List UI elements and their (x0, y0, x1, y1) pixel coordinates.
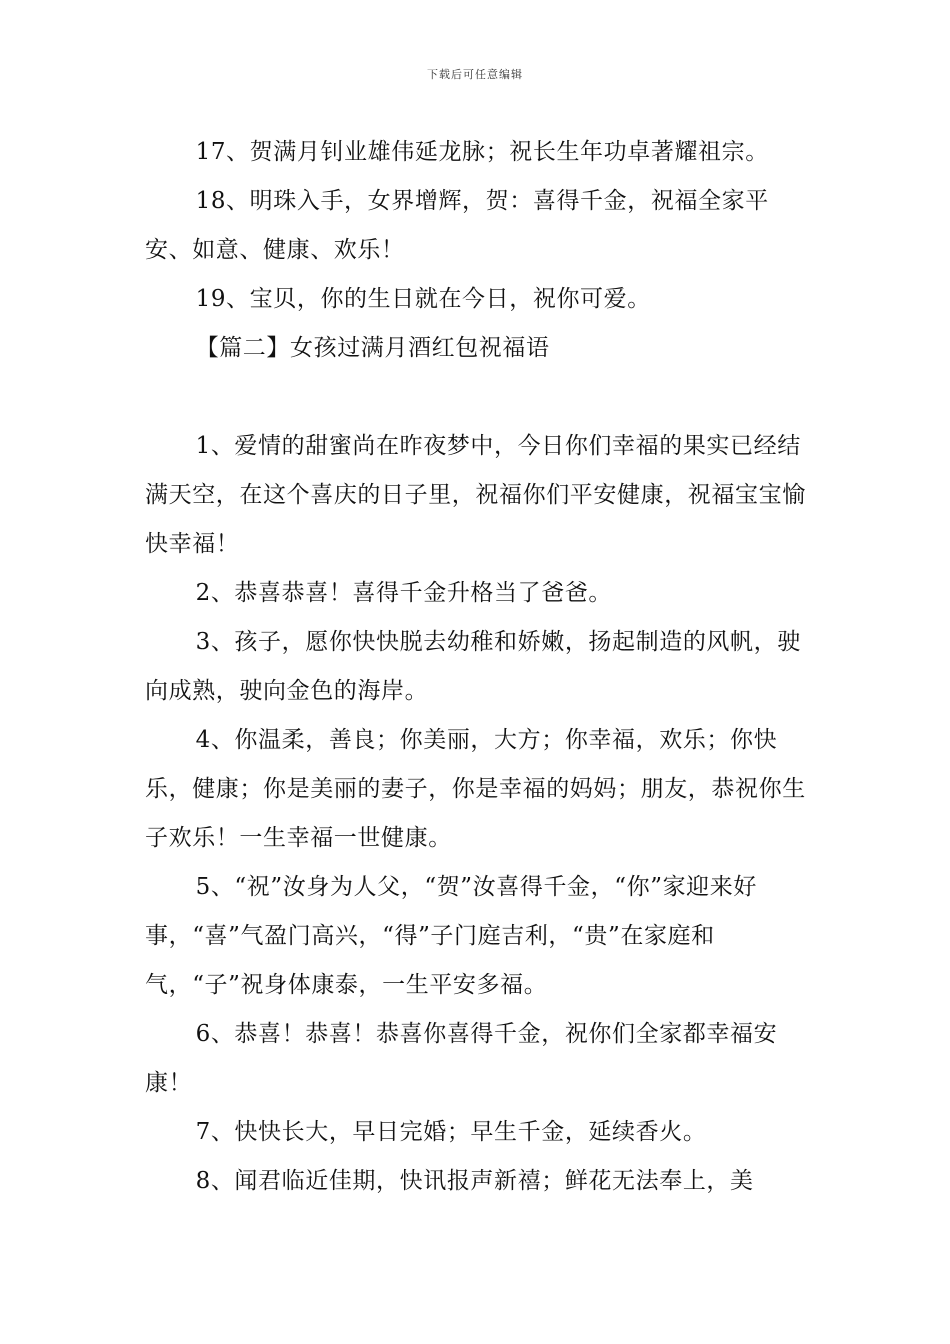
paragraph-18: 18、明珠入手，女界增辉，贺：喜得千金，祝福全家平安、如意、健康、欢乐！ (145, 188, 769, 263)
paragraph-19: 19、宝贝，你的生日就在今日，祝你可爱。 (195, 286, 651, 312)
document-body (145, 128, 810, 1206)
paragraph-4: 4、你温柔，善良；你美丽，大方；你幸福，欢乐；你快乐，健康；你是美丽的妻子，你是幸福的妈妈；朋友，恭祝你生子欢乐！一生幸福一世健康。 (145, 727, 806, 851)
paragraph-17: 17、贺满月钊业雄伟延龙脉；祝长生年功卓著耀祖宗。 (195, 139, 769, 165)
paragraph-1: 1、爱情的甜蜜尚在昨夜梦中，今日你们幸福的果实已经结满天空，在这个喜庆的日子里，祝福你们平安健康，祝福宝宝愉快幸福！ (145, 433, 806, 557)
paragraph-3: 3、孩子，愿你快快脱去幼稚和娇嫩，扬起制造的风帆，驶向成熟，驶向金色的海岸。 (145, 629, 801, 704)
paragraph-7: 7、快快长大，早日完婚；早生千金，延续香火。 (195, 1119, 707, 1145)
paragraph-6: 6、恭喜！恭喜！恭喜你喜得千金，祝你们全家都幸福安康！ (145, 1021, 778, 1096)
paragraph-2: 2、恭喜恭喜！喜得千金升格当了爸爸。 (195, 580, 613, 606)
page-header: 下载后可任意编辑 (427, 68, 523, 81)
section-heading: 【篇二】女孩过满月酒红包祝福语 (195, 335, 550, 361)
paragraph-8: 8、闻君临近佳期，快讯报声新禧；鲜花无法奉上，美 (195, 1168, 754, 1194)
paragraph-5: 5、“祝”汝身为人父，“贺”汝喜得千金，“你”家迎来好事，“喜”气盈门高兴，“得”子门庭吉利，“贵”在家庭和气，“子”祝身体康泰，一生平安多福。 (145, 874, 757, 998)
